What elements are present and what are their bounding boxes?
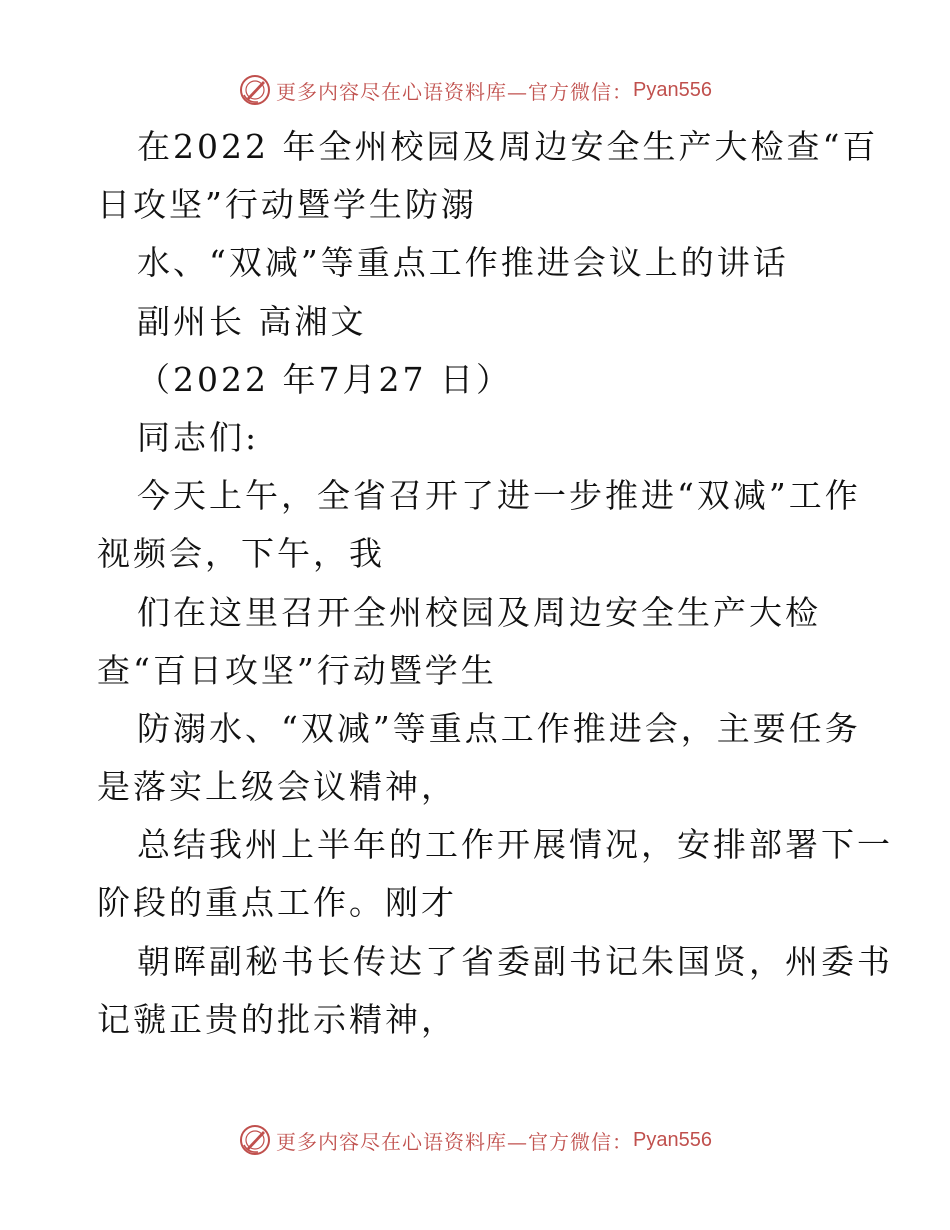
watermark-text: 更多内容尽在心语资料库—官方微信：: [276, 79, 634, 104]
speaker-line: 副州长 高湘文: [137, 301, 367, 341]
paragraph-line: 总结我州上半年的工作开展情况，安排部署下一: [137, 825, 893, 865]
footer-watermark: [0, 1120, 950, 1160]
title-line-1: 在2022 年全州校园及周边安全生产大检查“百: [137, 127, 879, 166]
salutation-line: 同志们:: [137, 417, 260, 457]
date-line: （2022 年7月27 日）: [137, 359, 512, 399]
quill-logo-icon: [238, 73, 272, 107]
paragraph-line: 们在这里召开全州校园及周边安全生产大检: [137, 592, 821, 632]
paragraph-line: 阶段的重点工作。刚才: [97, 883, 457, 923]
title-line-2: 日攻坚”行动暨学生防溺: [97, 185, 477, 225]
paragraph-line: 朝晖副秘书长传达了省委副书记朱国贤，州委书: [137, 941, 893, 981]
title-line-3: 水、“双减”等重点工作推进会议上的讲话: [137, 243, 789, 283]
paragraph-line: 防溺水、“双减”等重点工作推进会，主要任务: [137, 708, 861, 748]
quill-logo-icon: [238, 1123, 272, 1157]
paragraph-line: 记虢正贵的批示精神，: [97, 999, 457, 1039]
header-watermark: [0, 70, 950, 110]
paragraph-line: 视频会，下午，我: [97, 534, 385, 574]
watermark-wechat-id: Pyan556: [633, 78, 712, 101]
paragraph-line: 是落实上级会议精神，: [97, 767, 457, 807]
paragraph-line: 查“百日攻坚”行动暨学生: [97, 650, 497, 690]
watermark-text: 更多内容尽在心语资料库—官方微信：: [276, 1129, 634, 1154]
watermark-wechat-id: Pyan556: [633, 1128, 712, 1151]
speech-body: [97, 118, 893, 1049]
paragraph-line: 今天上午，全省召开了进一步推进“双减”工作: [137, 476, 861, 516]
